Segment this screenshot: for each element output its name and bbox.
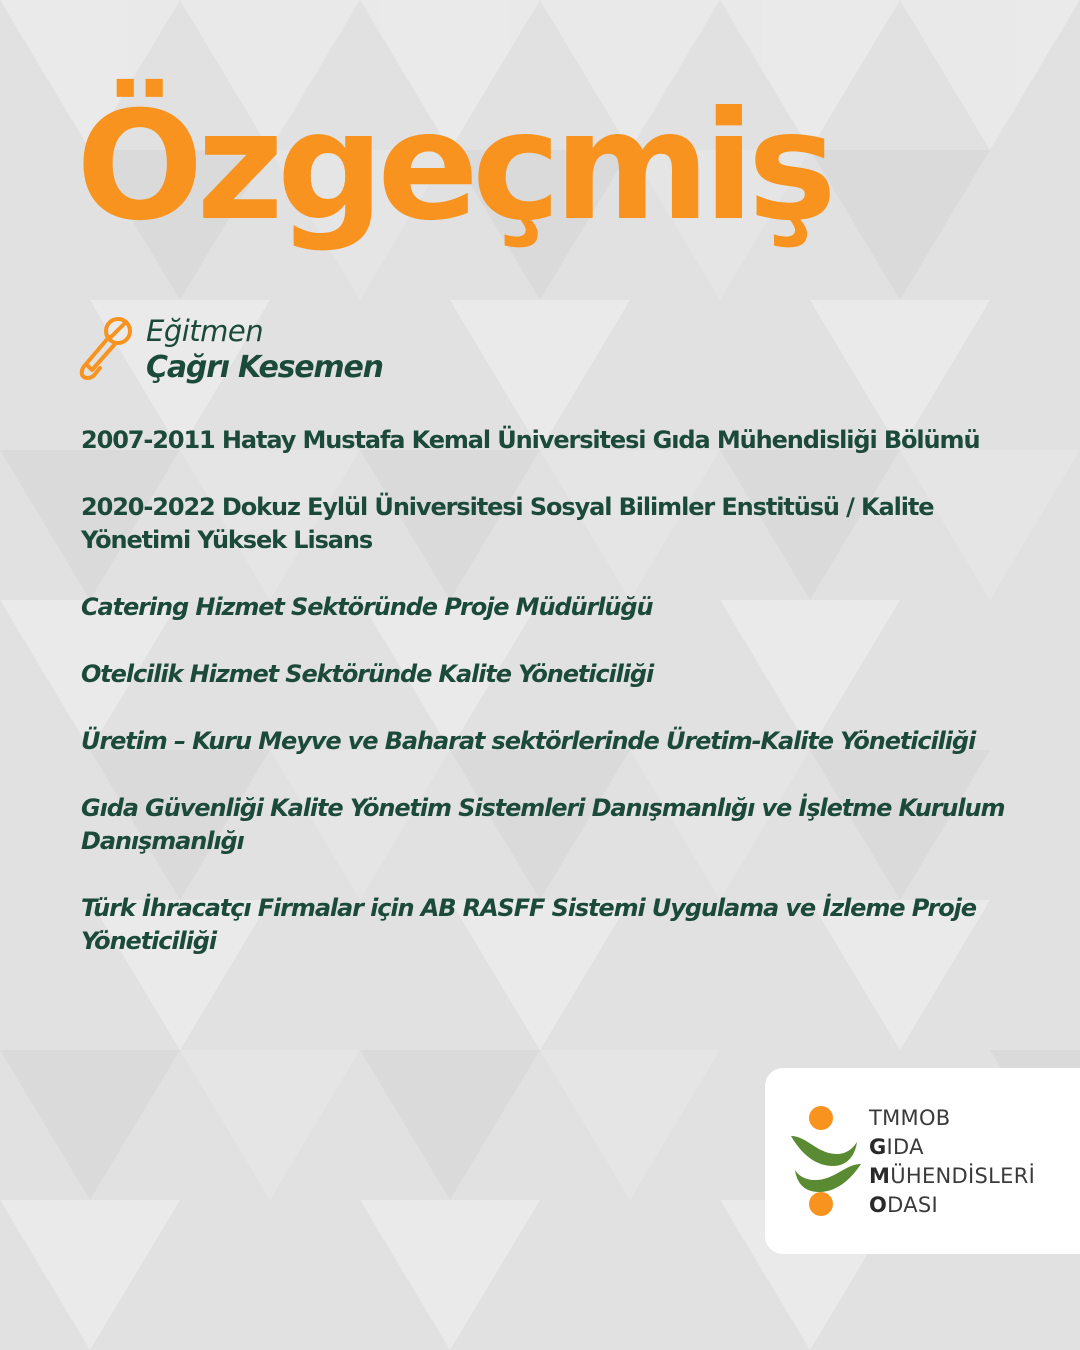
organization-logo-text [869,1104,1035,1220]
resume-item-experience-4: Gıda Güvenliği Kalite Yönetim Sistemleri Danışmanlığı ve İşletme Kurulum Danışmanlığı [81,794,1005,855]
microphone-icon [78,314,136,382]
trainer-role-label: Eğitmen [146,314,264,348]
trainer-name: Çağrı Kesemen [146,350,383,385]
resume-item-experience-1: Catering Hizmet Sektöründe Proje Müdürlüğü [81,593,653,621]
resume-item-education-2: 2020-2022 Dokuz Eylül Üniversitesi Sosyal Bilimler Enstitüsü / Kalite Yönetimi Yüksek Lisans [81,493,934,554]
logo-line-tmmob: TMMOB [869,1106,951,1130]
page-title: Özgeçmiş [76,80,830,254]
resume-item-education-1: 2007-2011 Hatay Mustafa Kemal Üniversitesi Gıda Mühendisliği Bölümü [81,426,980,454]
resume-item-experience-3: Üretim – Kuru Meyve ve Baharat sektörlerinde Üretim-Kalite Yöneticiliği [81,727,976,755]
logo-line-muhendisleri: MÜHENDİSLERİ [869,1164,1036,1188]
resume-item-experience-2: Otelcilik Hizmet Sektöründe Kalite Yöneticiliği [81,660,654,688]
logo-line-gida: GIDA [869,1135,924,1159]
resume-item-experience-5: Türk İhracatçı Firmalar için AB RASFF Sistemi Uygulama ve İzleme Proje Yöneticiliği [81,894,976,955]
organization-logo-card [765,1068,1080,1254]
resume-list [81,424,1011,992]
logo-line-odasi: ODASI [869,1193,939,1217]
organization-logo-icon [789,1106,863,1218]
